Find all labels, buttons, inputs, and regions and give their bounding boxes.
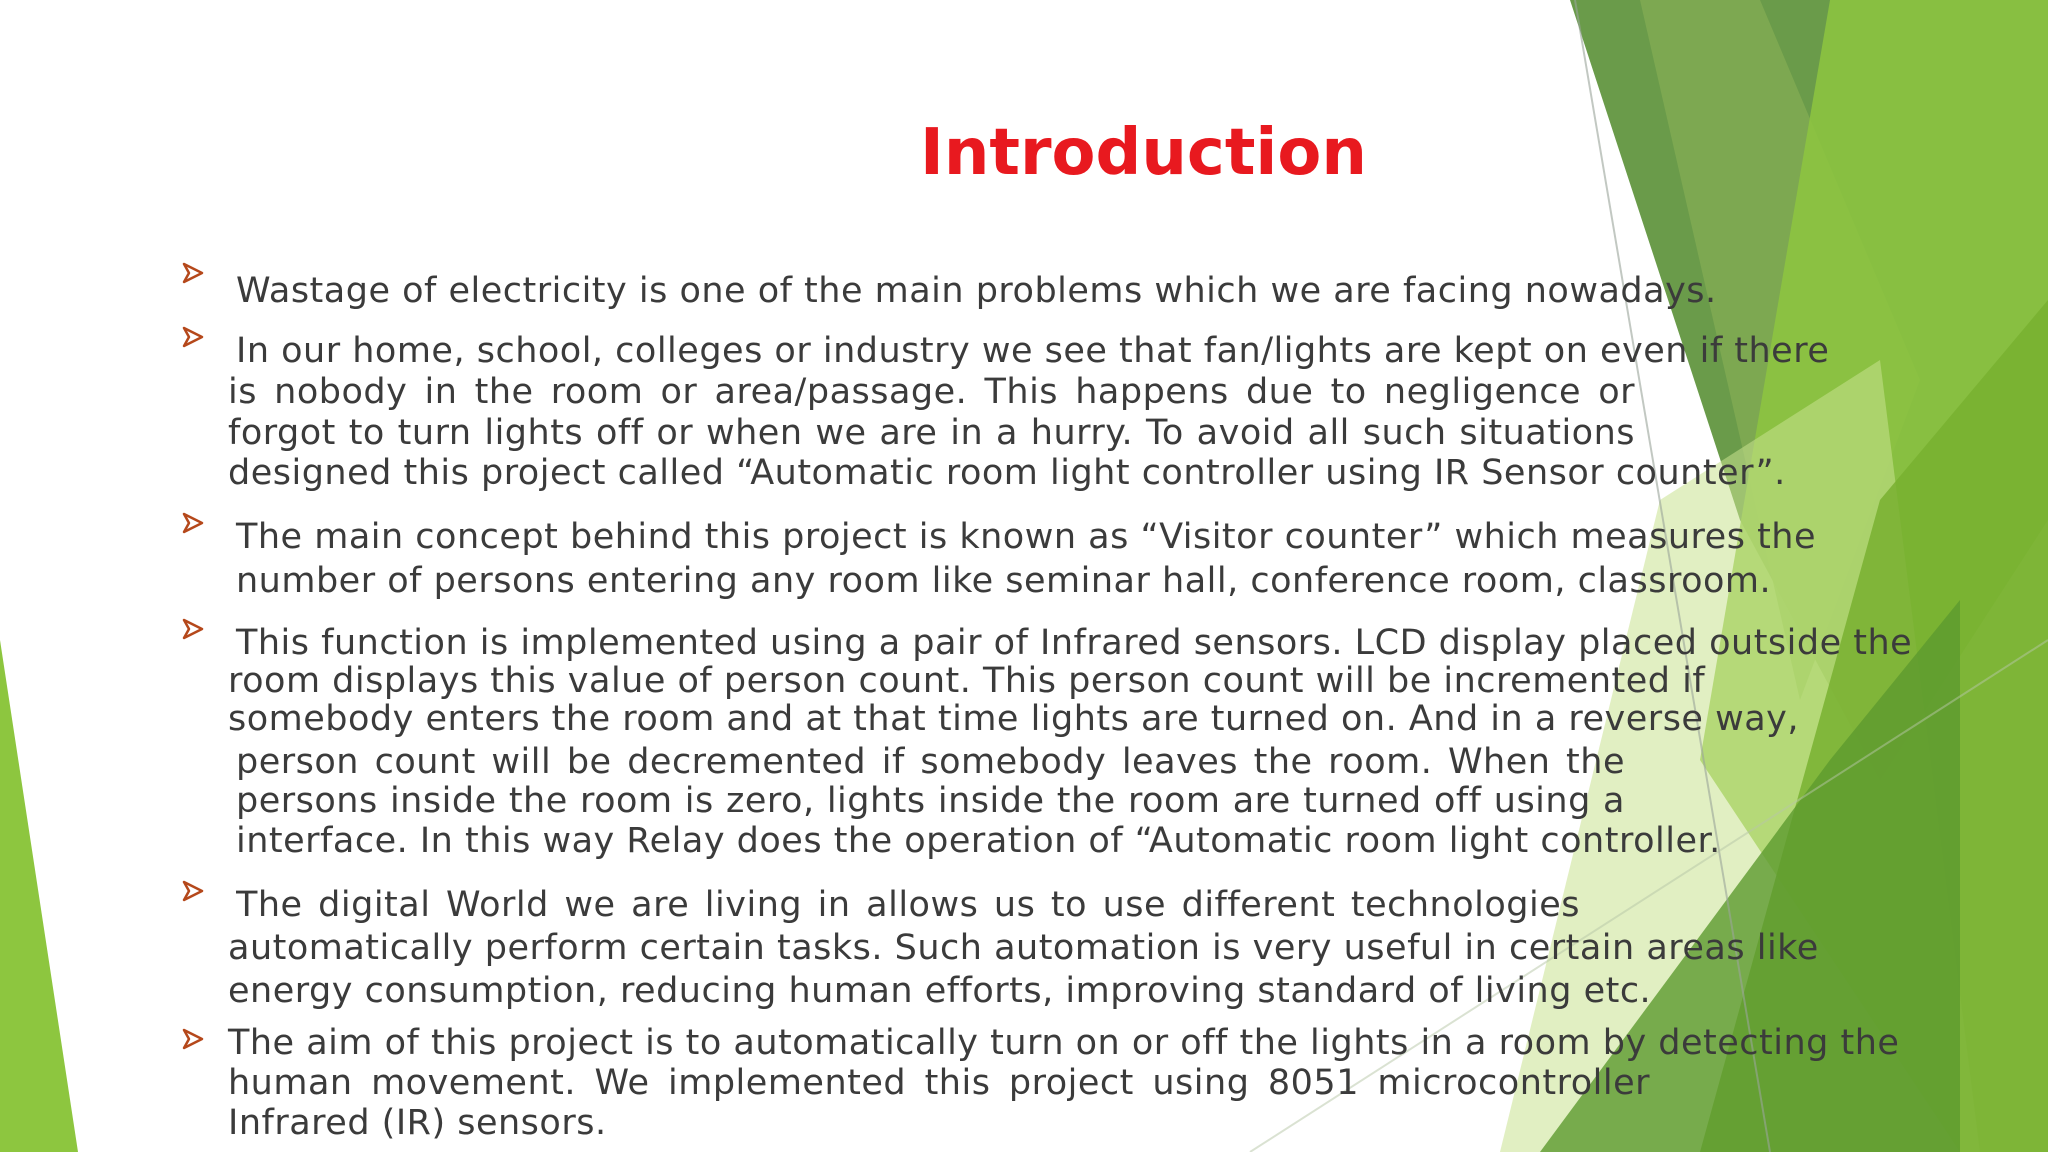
bullet-text-line: designed this project called “Automatic room light controller using IR Sensor counter”.: [228, 453, 1786, 493]
bullet-text-line: forgot to turn lights off or when we are in a hurry. To avoid all such situations: [228, 413, 1635, 453]
page-title: Introduction: [920, 116, 1367, 190]
bullet-text-line: The digital World we are living in allows us to use different technologies: [236, 885, 1580, 925]
bullet-text-line: number of persons entering any room like seminar hall, conference room, classroom.: [236, 561, 1772, 601]
bullet-text-line: somebody enters the room and at that time lights are turned on. And in a reverse way,: [228, 699, 1799, 739]
arrow-bullet-icon: [182, 512, 204, 534]
bullet-text-line: The main concept behind this project is known as “Visitor counter” which measures the: [236, 517, 1817, 557]
bullet-text-line: persons inside the room is zero, lights inside the room are turned off using a: [236, 781, 1625, 821]
bullet-text-line: is nobody in the room or area/passage. This happens due to negligence or: [228, 372, 1635, 412]
bullet-text-line: energy consumption, reducing human efforts, improving standard of living etc.: [228, 971, 1652, 1011]
arrow-bullet-icon: [182, 262, 204, 284]
bullet-text-line: human movement. We implemented this project using 8051 microcontroller: [228, 1063, 1650, 1103]
bullet-text-line: Wastage of electricity is one of the main problems which we are facing nowadays.: [236, 271, 1717, 311]
bullet-text-line: room displays this value of person count. This person count will be incremented if: [228, 661, 1706, 701]
bullet-text-line: automatically perform certain tasks. Such automation is very useful in certain areas like: [228, 928, 1819, 968]
arrow-bullet-icon: [182, 880, 204, 902]
arrow-bullet-icon: [182, 326, 204, 348]
bullet-text-line: Infrared (IR) sensors.: [228, 1103, 607, 1143]
bullet-text-line: person count will be decremented if somebody leaves the room. When the: [236, 742, 1625, 782]
arrow-bullet-icon: [182, 618, 204, 640]
bullet-text-line: In our home, school, colleges or industry we see that fan/lights are kept on even if there: [236, 331, 1830, 371]
bullet-text-line: The aim of this project is to automatically turn on or off the lights in a room by detecting the: [228, 1023, 1900, 1063]
bullet-text-line: This function is implemented using a pair of Infrared sensors. LCD display placed outside the: [236, 623, 1913, 663]
bullet-text-line: interface. In this way Relay does the operation of “Automatic room light controller.: [236, 821, 1721, 861]
arrow-bullet-icon: [182, 1028, 204, 1050]
